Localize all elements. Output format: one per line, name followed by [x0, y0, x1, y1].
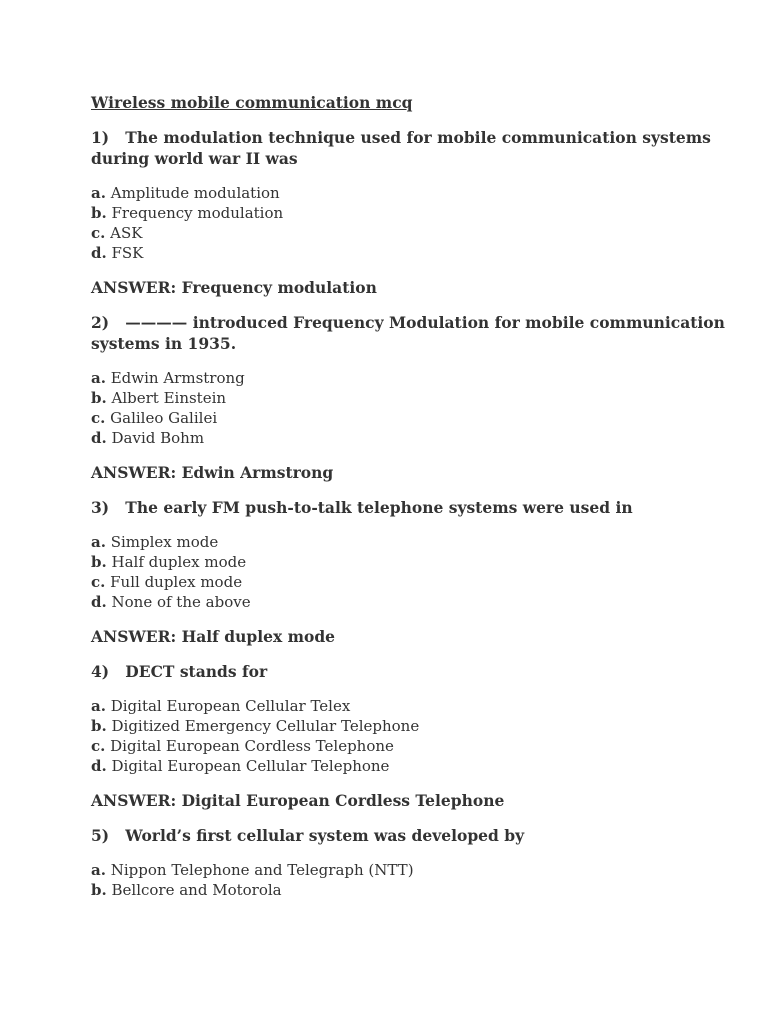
- option-text: Frequency modulation: [111, 204, 284, 222]
- option-letter: c.: [91, 409, 106, 427]
- question-3: [91, 497, 741, 647]
- option-letter: d.: [91, 757, 107, 775]
- option-c: [91, 736, 741, 756]
- option-text: Digital European Cellular Telex: [110, 697, 351, 715]
- option-letter: b.: [91, 881, 107, 899]
- option-b: [91, 716, 741, 736]
- question-2: [91, 312, 741, 483]
- option-b: [91, 880, 741, 900]
- option-a: [91, 532, 741, 552]
- option-text: Edwin Armstrong: [110, 369, 245, 387]
- question-text: 3) The early FM push-to-talk telephone systems were used in: [91, 498, 633, 517]
- option-letter: a.: [91, 369, 106, 387]
- option-letter: a.: [91, 697, 106, 715]
- option-text: Digitized Emergency Cellular Telephone: [111, 717, 420, 735]
- option-letter: a.: [91, 861, 106, 879]
- option-a: [91, 696, 741, 716]
- option-text: Albert Einstein: [111, 389, 227, 407]
- option-text: Digital European Cordless Telephone: [110, 737, 394, 755]
- option-d: [91, 592, 741, 612]
- option-letter: c.: [91, 224, 106, 242]
- option-d: [91, 756, 741, 776]
- option-list: [91, 368, 741, 448]
- option-d: [91, 428, 741, 448]
- question-1: [91, 127, 741, 298]
- option-text: Nippon Telephone and Telegraph (NTT): [110, 861, 414, 879]
- option-letter: a.: [91, 184, 106, 202]
- option-c: [91, 572, 741, 592]
- option-text: ASK: [110, 224, 143, 242]
- option-b: [91, 388, 741, 408]
- option-text: Full duplex mode: [110, 573, 243, 591]
- question-text: 1) The modulation technique used for mobile communication systems during world war II was: [91, 128, 717, 168]
- option-list: [91, 532, 741, 612]
- option-text: Bellcore and Motorola: [111, 881, 282, 899]
- document-page: [91, 93, 741, 914]
- option-a: [91, 183, 741, 203]
- option-b: [91, 552, 741, 572]
- question-5: [91, 825, 741, 900]
- option-list: [91, 183, 741, 263]
- option-text: Galileo Galilei: [110, 409, 218, 427]
- option-text: Digital European Cellular Telephone: [111, 757, 390, 775]
- answer-text: ANSWER: Frequency modulation: [91, 278, 377, 297]
- question-4: [91, 661, 741, 811]
- question-text: 5) World’s first cellular system was developed by: [91, 826, 525, 845]
- option-text: Simplex mode: [110, 533, 219, 551]
- option-list: [91, 696, 741, 776]
- question-text: 2) ———— introduced Frequency Modulation for mobile communication systems in 1935.: [91, 313, 731, 353]
- option-text: Amplitude modulation: [110, 184, 280, 202]
- option-c: [91, 408, 741, 428]
- option-c: [91, 223, 741, 243]
- document-title: Wireless mobile communication mcq: [91, 93, 413, 112]
- option-d: [91, 243, 741, 263]
- option-letter: b.: [91, 389, 107, 407]
- option-text: FSK: [111, 244, 144, 262]
- option-text: None of the above: [111, 593, 251, 611]
- option-letter: d.: [91, 244, 107, 262]
- option-a: [91, 368, 741, 388]
- option-letter: d.: [91, 593, 107, 611]
- option-letter: b.: [91, 717, 107, 735]
- question-text: 4) DECT stands for: [91, 662, 268, 681]
- option-letter: d.: [91, 429, 107, 447]
- option-a: [91, 860, 741, 880]
- option-letter: a.: [91, 533, 106, 551]
- option-text: Half duplex mode: [111, 553, 247, 571]
- answer-text: ANSWER: Half duplex mode: [91, 627, 336, 646]
- option-b: [91, 203, 741, 223]
- option-letter: b.: [91, 204, 107, 222]
- answer-text: ANSWER: Edwin Armstrong: [91, 463, 334, 482]
- option-letter: b.: [91, 553, 107, 571]
- option-text: David Bohm: [111, 429, 205, 447]
- answer-text: ANSWER: Digital European Cordless Telephone: [91, 791, 505, 810]
- option-letter: c.: [91, 737, 106, 755]
- option-letter: c.: [91, 573, 106, 591]
- option-list: [91, 860, 741, 900]
